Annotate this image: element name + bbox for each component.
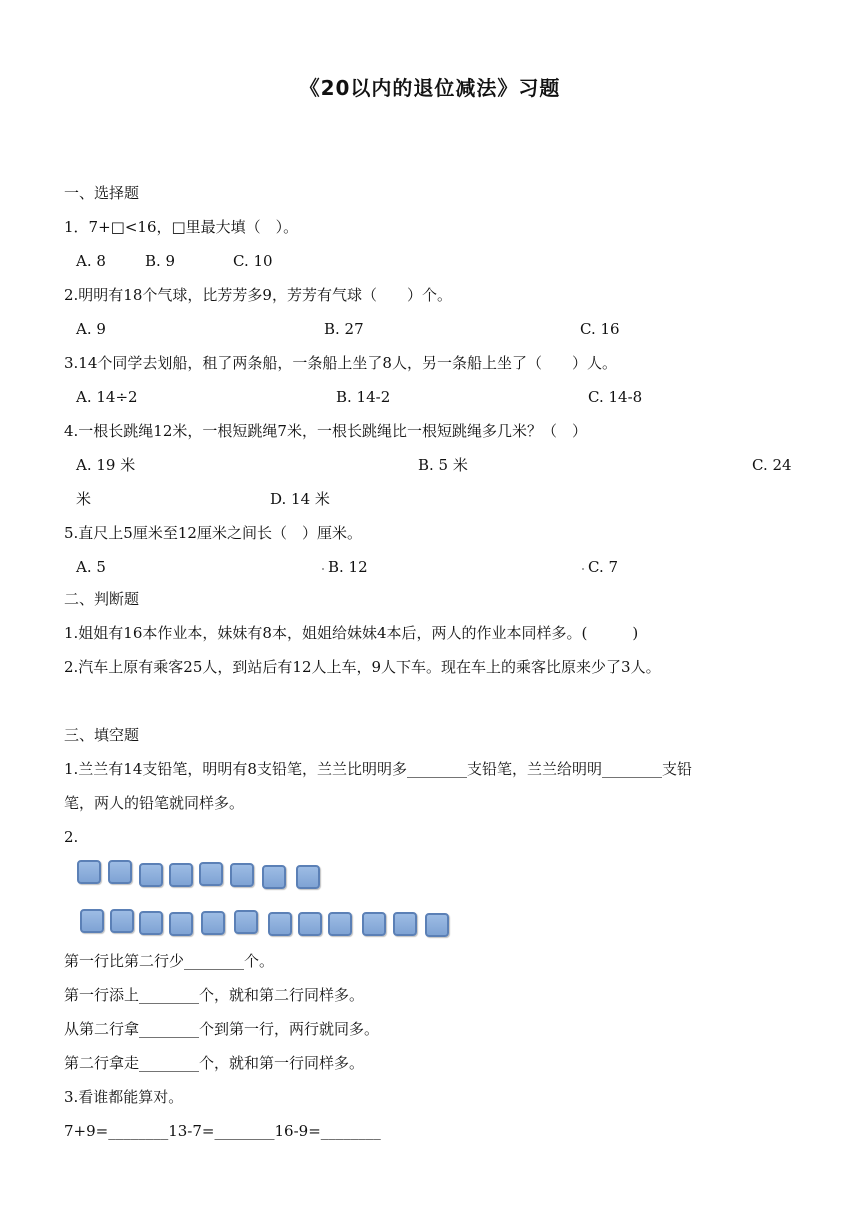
fill-q3-equations: 7+9=________13-7=________16-9=________ [64, 1122, 381, 1140]
page-title: 《20以内的退位减法》习题 [299, 76, 561, 100]
square-block-row1 [108, 860, 132, 884]
square-block-row2 [425, 913, 449, 937]
square-block-row2 [169, 912, 193, 936]
square-block-row2 [362, 912, 386, 936]
choice-q3: 3.14个同学去划船，租了两条船，一条船上坐了8人，另一条船上坐了（ ）人。 [64, 354, 617, 372]
choice-q4-option-b: B. 5 米 [418, 456, 468, 474]
square-block-row1 [230, 863, 254, 887]
choice-q4-option-c: C. 24 [752, 456, 792, 474]
square-block-row1 [77, 860, 101, 884]
choice-q2: 2.明明有18个气球，比芳芳多9，芳芳有气球（ ）个。 [64, 286, 452, 304]
square-block-row1 [199, 862, 223, 886]
square-block-row2 [234, 910, 258, 934]
square-block-row2 [268, 912, 292, 936]
square-block-row1 [169, 863, 193, 887]
section-heading-fill: 三、填空题 [64, 726, 140, 744]
choice-q1-option-b: B. 9 [145, 252, 176, 270]
judge-q2: 2.汽车上原有乘客25人，到站后有12人上车，9人下车。现在车上的乘客比原来少了3人。 [64, 658, 661, 676]
choice-q2-option-c: C. 16 [580, 320, 620, 338]
square-block-row2 [298, 912, 322, 936]
choice-q2-option-b: B. 27 [324, 320, 364, 338]
choice-q4-option-a: A. 19 米 [76, 456, 136, 474]
fill-q2-sentence-4: 第二行拿走________个，就和第一行同样多。 [64, 1054, 365, 1072]
square-block-row1 [296, 865, 320, 889]
square-block-row2 [139, 911, 163, 935]
fill-q1-line1: 1.兰兰有14支铅笔，明明有8支铅笔，兰兰比明明多________支铅笔，兰兰给明明________支铅 [64, 760, 692, 778]
choice-q4: 4.一根长跳绳12米，一根短跳绳7米，一根长跳绳比一根短跳绳多几米？（ ） [64, 422, 587, 440]
choice-q4-option-c-unit: 米 [76, 490, 92, 508]
choice-q3-option-b: B. 14-2 [336, 388, 391, 406]
fill-q3-label: 3.看谁都能算对。 [64, 1088, 184, 1106]
square-block-row2 [110, 909, 134, 933]
fill-q1-line2: 笔，两人的铅笔就同样多。 [64, 794, 245, 812]
choice-q3-option-a: A. 14÷2 [76, 388, 138, 406]
choice-q5: 5.直尺上5厘米至12厘米之间长（ ）厘米。 [64, 524, 362, 542]
square-block-row1 [262, 865, 286, 889]
choice-q1-option-c: C. 10 [233, 252, 273, 270]
choice-q5-option-c: C. 7 [588, 556, 618, 578]
fill-q2-sentence-1: 第一行比第二行少________个。 [64, 952, 275, 970]
choice-q4-option-d: D. 14 米 [270, 490, 330, 508]
fill-q2-sentence-3: 从第二行拿________个到第一行，两行就同多。 [64, 1020, 380, 1038]
choice-q5-option-a: A. 5 [76, 558, 106, 576]
square-block-row2 [328, 912, 352, 936]
choice-q2-option-a: A. 9 [76, 320, 106, 338]
square-block-row2 [393, 912, 417, 936]
choice-q1-option-a: A. 8 [76, 252, 106, 270]
judge-q1: 1.姐姐有16本作业本，妹妹有8本，姐姐给妹妹4本后，两人的作业本同样多。( ) [64, 624, 639, 642]
section-heading-judge: 二、判断题 [64, 590, 140, 608]
choice-q5-option-b: B. 12 [328, 556, 368, 578]
section-heading-choice: 一、选择题 [64, 184, 140, 202]
square-block-row2 [201, 911, 225, 935]
choice-q1: 1．7+□<16，□里最大填（ ）。 [64, 218, 299, 236]
square-block-row1 [139, 863, 163, 887]
fill-q2-label: 2. [64, 828, 79, 846]
square-block-row2 [80, 909, 104, 933]
choice-q3-option-c: C. 14-8 [588, 388, 643, 406]
fill-q2-sentence-2: 第一行添上________个，就和第二行同样多。 [64, 986, 365, 1004]
